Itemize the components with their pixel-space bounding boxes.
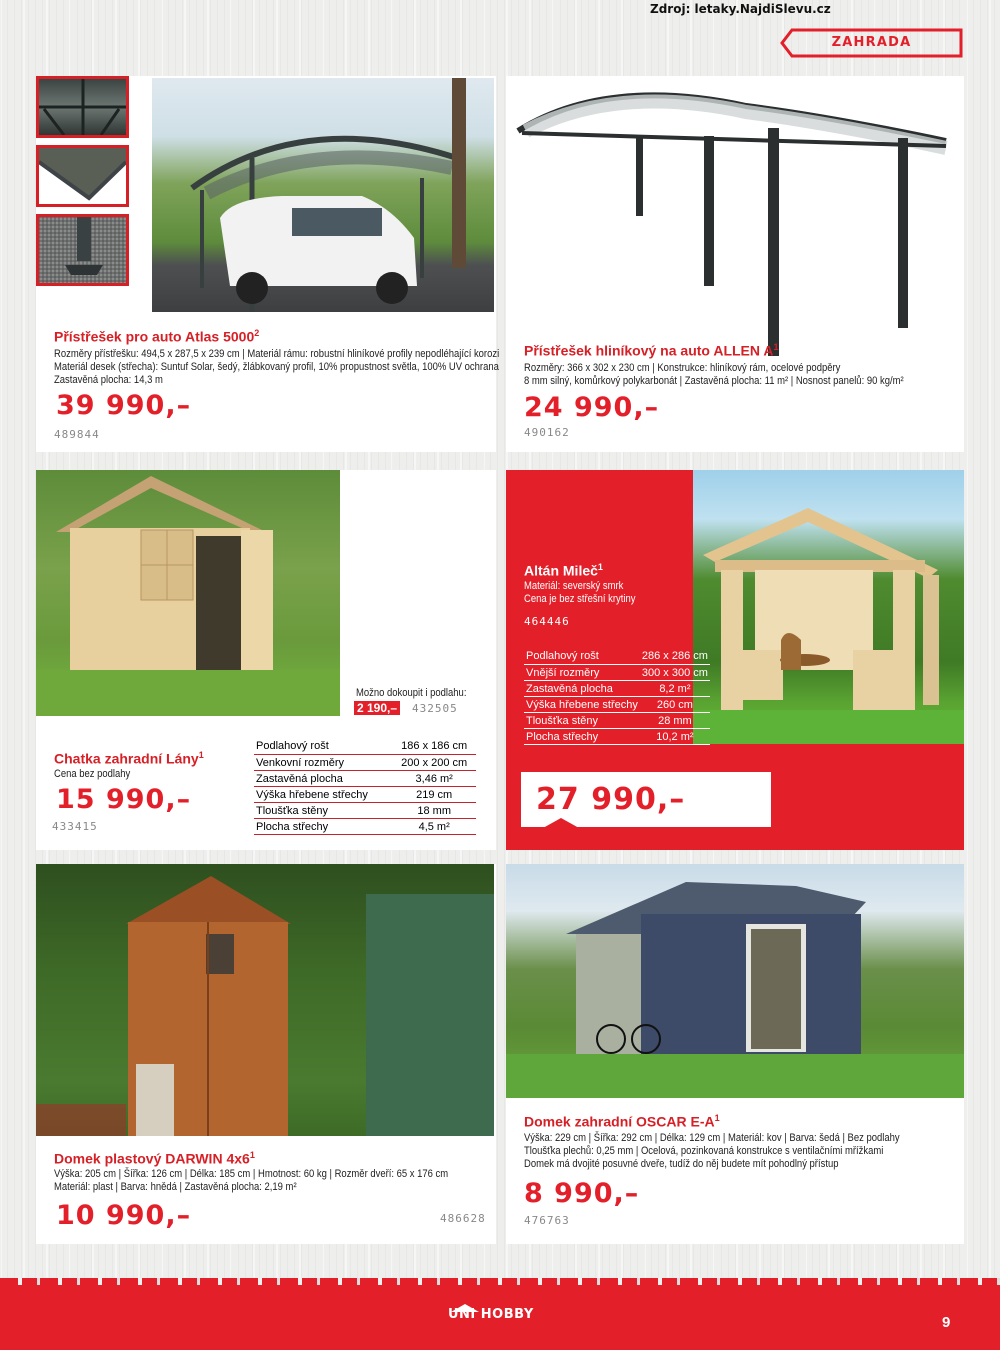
shed-lany-photo bbox=[36, 470, 340, 716]
product-card-lany[interactable] bbox=[36, 470, 496, 850]
product-price: 10 990,– bbox=[56, 1200, 192, 1231]
page-number: 9 bbox=[942, 1314, 951, 1331]
product-price: 15 990,– bbox=[56, 784, 192, 815]
addon-floor-price: 2 190,– bbox=[354, 701, 400, 715]
product-price: 8 990,– bbox=[524, 1178, 640, 1209]
post-base-image bbox=[39, 217, 126, 283]
product-description: Rozměry: 366 x 302 x 230 cm | Konstrukce: hliníkový rám, ocelové podpěry 8 mm silný, komůrkový polykarbonát | Zastavěná plocha: 11 m² | Nosnost panelů: 90 kg/m² bbox=[524, 362, 904, 387]
thumbnail-post-base[interactable] bbox=[36, 214, 129, 286]
roof-panel-image bbox=[39, 148, 126, 204]
plastic-shed-photo bbox=[36, 864, 494, 1136]
product-code: 490162 bbox=[524, 426, 570, 439]
roof-frame-image bbox=[39, 79, 126, 135]
product-title: Přístřešek hliníkový na auto ALLEN $A^1$ bbox=[524, 342, 779, 359]
spec-row: Zastavěná plocha 3,46 m² bbox=[254, 770, 476, 786]
carport-with-car-image bbox=[152, 78, 494, 312]
gazebo-photo bbox=[693, 470, 964, 744]
spec-row: Výška hřebene střechy 219 cm bbox=[254, 786, 476, 802]
product-description: Cena bez podlahy bbox=[54, 768, 131, 780]
product-price: 24 990,– bbox=[524, 392, 660, 423]
wooden-shed-image bbox=[36, 470, 340, 716]
spec-row: Venkovní rozměry 200 x 200 cm bbox=[254, 754, 476, 770]
metal-shed-photo bbox=[506, 864, 964, 1098]
product-code: 433415 bbox=[52, 820, 98, 833]
wooden-gazebo-image bbox=[693, 470, 964, 744]
product-title: Přístřešek pro auto Atlas 5000$^2$ bbox=[54, 328, 260, 345]
source-credit: Zdroj: letaky.NajdiSlevu.cz bbox=[650, 2, 831, 16]
product-code: 486628 bbox=[440, 1212, 486, 1225]
specs-table bbox=[524, 648, 710, 745]
grey-metal-shed-image bbox=[506, 864, 964, 1098]
spec-row: Plocha střechy 10,2 m² bbox=[524, 728, 710, 744]
thumbnail-roof-frame[interactable] bbox=[36, 76, 129, 138]
allen-carport-photo bbox=[506, 76, 964, 356]
spec-row: Výška hřebene střechy 260 cm bbox=[524, 696, 710, 712]
allen-carport-image bbox=[506, 76, 964, 356]
thumbnail-roof-panel[interactable] bbox=[36, 145, 129, 207]
section-label: ZAHRADA bbox=[831, 35, 912, 50]
product-price: 39 990,– bbox=[56, 390, 192, 421]
product-description: Výška: 229 cm | Šířka: 292 cm | Délka: 129 cm | Materiál: kov | Barva: šedá | Bez podlahy Tloušťka plechů: 0,25 mm | Ocelová, pozinkovaná konstrukce s ventilačními mřížkami Domek má dvojité posuvné dveře, tudíž do něj budete mít pohodlný přístup bbox=[524, 1132, 900, 1170]
specs-table bbox=[254, 738, 476, 835]
spec-row: Plocha střechy 4,5 m² bbox=[254, 818, 476, 834]
spec-row: Podlahový rošt 286 x 286 cm bbox=[524, 648, 710, 664]
product-card-atlas[interactable] bbox=[36, 76, 500, 452]
addon-floor-code: 432505 bbox=[412, 702, 458, 715]
product-title: Chatka zahradní Lány$^1$ bbox=[54, 750, 204, 767]
brand-logo: UNI HOBBY bbox=[448, 1307, 534, 1322]
addon-floor-label: Možno dokoupit i podlahu: bbox=[356, 687, 467, 699]
spec-row: Tloušťka stěny 18 mm bbox=[254, 802, 476, 818]
product-card-allen[interactable] bbox=[506, 76, 964, 452]
spec-row: Tloušťka stěny 28 mm bbox=[524, 712, 710, 728]
product-price: 27 990,– bbox=[536, 782, 686, 817]
product-title: Domek zahradní OSCAR $E-A^1$ bbox=[524, 1113, 720, 1130]
section-tag bbox=[780, 28, 963, 58]
product-card-darwin[interactable] bbox=[36, 864, 496, 1244]
product-title: Domek plastový DARWIN $4x6^1$ bbox=[54, 1150, 255, 1167]
product-code: 476763 bbox=[524, 1214, 570, 1227]
product-card-oscar[interactable] bbox=[506, 864, 964, 1244]
brown-plastic-shed-image bbox=[36, 864, 494, 1136]
product-code: 464446 bbox=[524, 615, 570, 628]
carport-photo bbox=[152, 78, 494, 312]
price-box-notch-icon bbox=[543, 818, 579, 828]
product-code: 489844 bbox=[54, 428, 100, 441]
product-title: Altán Mileč$^1$ bbox=[524, 562, 603, 579]
product-description: Rozměry přístřešku: 494,5 x 287,5 x 239 cm | Materiál rámu: robustní hliníkové profily nepodléhající korozi Materiál desek (střecha): Suntuf Solar, šedý, žlábkovaný profil, 10% propustnost světla, 100% UV ochrana Zastavěná plocha: 14,3 m bbox=[54, 348, 500, 386]
spec-row: Zastavěná plocha 8,2 m² bbox=[524, 680, 710, 696]
product-card-milec[interactable] bbox=[506, 470, 964, 850]
spec-row: Vnější rozměry 300 x 300 cm bbox=[524, 664, 710, 680]
spec-row: Podlahový rošt 186 x 186 cm bbox=[254, 738, 476, 754]
product-description: Výška: 205 cm | Šířka: 126 cm | Délka: 185 cm | Hmotnost: 60 kg | Rozměr dveří: 65 x 176 cm Materiál: plast | Barva: hnědá | Zastavěná plocha: 2,19 m² bbox=[54, 1168, 449, 1193]
product-description: Materiál: severský smrk Cena je bez střešní krytiny bbox=[524, 580, 636, 605]
